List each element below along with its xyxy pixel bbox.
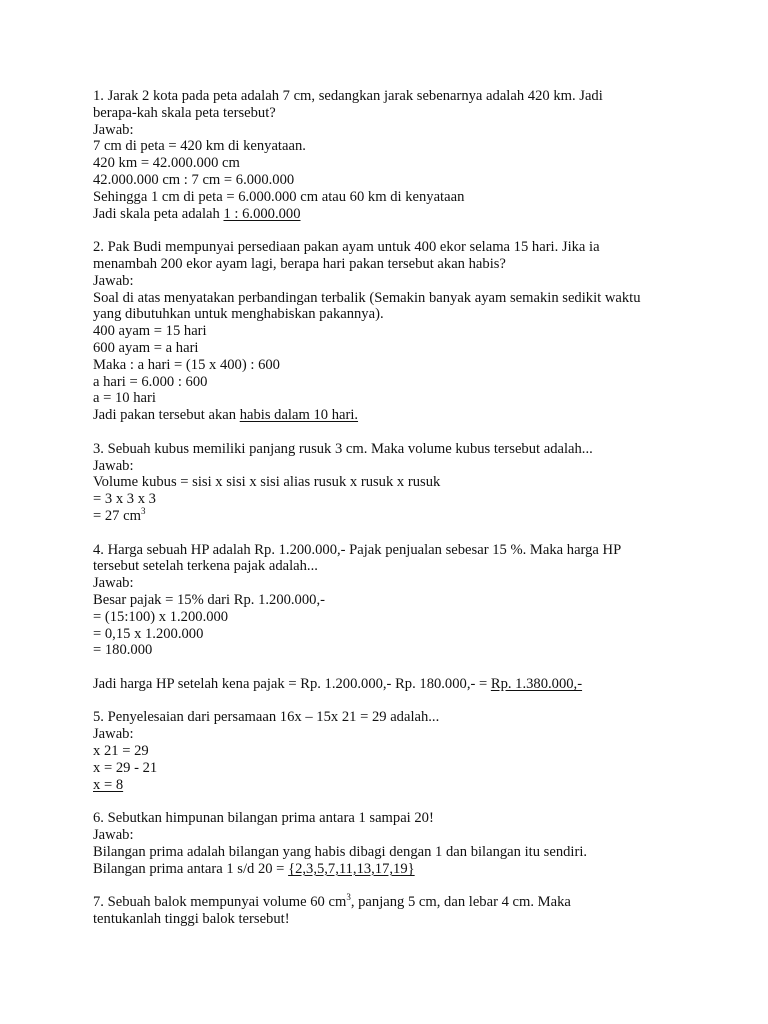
text-line [93,592,693,609]
text-line [93,474,693,491]
line-text: Jawab: [93,121,134,138]
line-text: menambah 200 ekor ayam lagi, berapa hari pakan tersebut akan habis? [93,255,506,272]
line-text: Soal di atas menyatakan perbandingan terbalik (Semakin banyak ayam semakin sedikit waktu [93,289,641,306]
line-text: a hari = 6.000 : 600 [93,373,208,390]
text-line [93,340,693,357]
text-line [93,155,693,172]
line-text: tentukanlah tinggi balok tersebut! [93,911,290,928]
line-text: yang dibutuhkan untuk menghabiskan pakannya). [93,306,384,323]
line-text: Sehingga 1 cm di peta = 6.000.000 cm atau 60 km di kenyataan [93,188,465,205]
superscript: 3 [346,892,351,903]
line-text: Jawab: [93,726,134,743]
line-text-continued: , panjang 5 cm, dan lebar 4 cm. Maka [350,894,571,911]
line-text: Jawab: [93,272,134,289]
line-text: 2. Pak Budi mempunyai persediaan pakan ayam untuk 400 ekor selama 15 hari. Jika ia [93,239,600,256]
text-line [93,206,693,223]
underlined-answer: {2,3,5,7,11,13,17,19} [288,860,415,877]
text-line [93,407,693,424]
line-text: Maka : a hari = (15 x 400) : 600 [93,356,280,373]
line-text: Volume kubus = sisi x sisi x sisi alias rusuk x rusuk x rusuk [93,474,441,491]
text-line [93,273,693,290]
text-line [93,323,693,340]
text-line [93,659,693,676]
text-line [93,827,693,844]
line-text: 5. Penyelesaian dari persamaan 16x – 15x 21 = 29 adalah... [93,709,440,726]
underlined-answer: Rp. 1.380.000,- [490,675,583,692]
problem-2 [93,239,693,424]
text-line [93,357,693,374]
text-line [93,306,693,323]
text-line [93,609,693,626]
text-line [93,861,693,878]
line-text: Jawab: [93,827,134,844]
line-text: = (15:100) x 1.200.000 [93,608,229,625]
line-text: 42.000.000 cm : 7 cm = 6.000.000 [93,171,295,188]
line-text: 420 km = 42.000.000 cm [93,155,240,172]
problem-1 [93,88,693,222]
text-line [93,575,693,592]
text-line [93,810,693,827]
text-line [93,172,693,189]
text-line [93,138,693,155]
text-line [93,726,693,743]
text-line [93,508,693,525]
line-text: Besar pajak = 15% dari Rp. 1.200.000,- [93,591,325,608]
line-text: = 180.000 [93,642,153,659]
line-text: 3. Sebuah kubus memiliki panjang rusuk 3 cm. Maka volume kubus tersebut adalah... [93,440,593,457]
line-text: Bilangan prima adalah bilangan yang habis dibagi dengan 1 dan bilangan itu sendiri. [93,843,588,860]
problem-4 [93,542,693,693]
text-line [93,105,693,122]
line-text: 600 ayam = a hari [93,339,199,356]
text-line [93,743,693,760]
text-line [93,777,693,794]
text-line [93,542,693,559]
line-text: 400 ayam = 15 hari [93,323,207,340]
line-text: Jadi harga HP setelah kena pajak = Rp. 1.200.000,- Rp. 180.000,- = [93,675,491,692]
text-line [93,122,693,139]
line-text: Jadi skala peta adalah [93,205,224,222]
text-line [93,558,693,575]
problem-3 [93,441,693,525]
underlined-answer: x = 8 [93,776,124,793]
line-text: 4. Harga sebuah HP adalah Rp. 1.200.000,- Pajak penjualan sebesar 15 %. Maka harga HP [93,541,622,558]
text-line [93,709,693,726]
problem-7 [93,894,693,928]
superscript: 3 [140,506,146,517]
line-text: Bilangan prima antara 1 s/d 20 = [93,860,289,877]
line-text: x = 29 - 21 [93,759,158,776]
line-text: Jadi pakan tersebut akan [93,407,240,424]
line-text: 6. Sebutkan himpunan bilangan prima antara 1 sampai 20! [93,810,434,827]
line-text: Jawab: [93,575,134,592]
text-line [93,88,693,105]
underlined-answer: habis dalam 10 hari. [239,407,359,424]
line-text: Jawab: [93,457,134,474]
text-line [93,911,693,928]
line-text: tersebut setelah terkena pajak adalah... [93,558,318,575]
text-line [93,256,693,273]
text-line [93,189,693,206]
line-text: 1. Jarak 2 kota pada peta adalah 7 cm, sedangkan jarak sebenarnya adalah 420 km. Jadi [93,88,603,104]
document-content [93,88,693,945]
problem-5 [93,709,693,793]
line-text: 7. Sebuah balok mempunyai volume 60 cm [93,894,347,911]
text-line [93,239,693,256]
line-text: 7 cm di peta = 420 km di kenyataan. [93,138,306,155]
text-line [93,642,693,659]
text-line [93,626,693,643]
text-line [93,676,693,693]
line-text: = 27 cm [93,507,141,524]
line-text: x 21 = 29 [93,743,149,760]
text-line [93,290,693,307]
text-line [93,458,693,475]
line-text: a = 10 hari [93,390,156,407]
text-line [93,374,693,391]
text-line [93,894,693,911]
line-text: = 3 x 3 x 3 [93,491,156,508]
text-line [93,390,693,407]
line-text: = 0,15 x 1.200.000 [93,625,204,642]
underlined-answer: 1 : 6.000.000 [223,205,301,222]
problem-6 [93,810,693,877]
text-line [93,441,693,458]
text-line [93,844,693,861]
text-line [93,491,693,508]
line-text: berapa-kah skala peta tersebut? [93,104,276,121]
text-line [93,760,693,777]
